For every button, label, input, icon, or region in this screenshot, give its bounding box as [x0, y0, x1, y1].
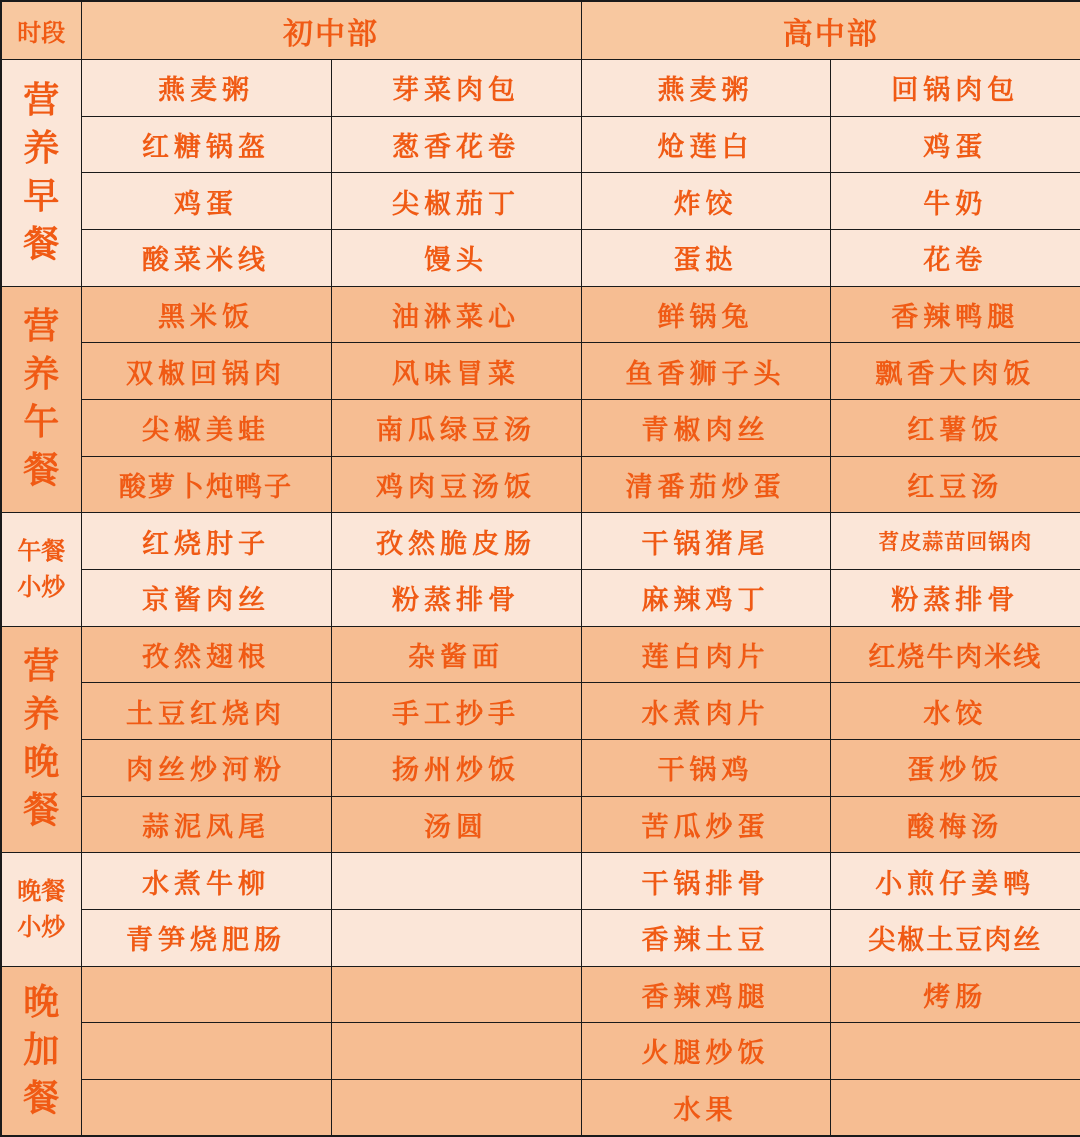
dish-cell: 油淋菜心: [331, 286, 581, 343]
meal-period-char: 餐: [23, 1077, 60, 1119]
dish-cell: 水煮牛柳: [81, 853, 331, 910]
meal-period-char: 营: [23, 646, 60, 688]
menu-row: [1, 286, 1080, 343]
dish-cell: 麻辣鸡丁: [581, 569, 830, 626]
dish-cell: 干锅排骨: [581, 853, 830, 910]
dish-cell: 鸡蛋: [81, 173, 331, 230]
dish-cell: 土豆红烧肉: [81, 683, 331, 740]
dish-cell: 蛋炒饭: [830, 739, 1080, 796]
empty-cell: [81, 1079, 331, 1136]
dish-cell: 尖椒美蛙: [81, 399, 331, 456]
meal-period-char: 晚: [23, 742, 60, 784]
dish-cell: 青笋烧肥肠: [81, 909, 331, 966]
dish-cell: 葱香花卷: [331, 116, 581, 173]
dish-cell: 干锅鸡: [581, 739, 830, 796]
empty-cell: [331, 853, 581, 910]
meal-period-char: 餐: [23, 790, 60, 832]
meal-period-char: 营: [23, 306, 60, 348]
meal-period-char: 餐: [23, 223, 60, 265]
dish-cell: 酸菜米线: [81, 229, 331, 286]
dish-cell: 手工抄手: [331, 683, 581, 740]
meal-period-label: [1, 626, 81, 853]
menu-row: [1, 796, 1080, 853]
menu-row: [1, 683, 1080, 740]
menu-row: [1, 966, 1080, 1023]
dish-cell: 炸饺: [581, 173, 830, 230]
dish-cell: 鸡肉豆汤饭: [331, 456, 581, 513]
dish-cell: 烤肠: [830, 966, 1080, 1023]
dish-cell: 汤圆: [331, 796, 581, 853]
dish-cell: 莲白肉片: [581, 626, 830, 683]
dish-cell: 红豆汤: [830, 456, 1080, 513]
dish-cell: 清番茄炒蛋: [581, 456, 830, 513]
dish-cell: 京酱肉丝: [81, 569, 331, 626]
menu-row: [1, 399, 1080, 456]
dish-cell: 鲜锅兔: [581, 286, 830, 343]
menu-row: [1, 229, 1080, 286]
menu-row: [1, 1023, 1080, 1080]
dish-cell: 水煮肉片: [581, 683, 830, 740]
menu-row: [1, 909, 1080, 966]
menu-body: [1, 60, 1080, 1137]
dish-cell: 炝莲白: [581, 116, 830, 173]
empty-cell: [331, 1079, 581, 1136]
dish-cell: 回锅肉包: [830, 60, 1080, 117]
senior-section-header: 高中部: [581, 1, 1080, 60]
dish-cell: 香辣鸭腿: [830, 286, 1080, 343]
dish-cell: 飘香大肉饭: [830, 343, 1080, 400]
dish-cell: 双椒回锅肉: [81, 343, 331, 400]
meal-period-char: 营: [23, 79, 60, 121]
menu-row: [1, 569, 1080, 626]
dish-cell: 苦瓜炒蛋: [581, 796, 830, 853]
dish-cell: 小煎仔姜鸭: [830, 853, 1080, 910]
dish-cell: 扬州炒饭: [331, 739, 581, 796]
menu-row: [1, 1079, 1080, 1136]
meal-period-label: [1, 286, 81, 513]
empty-cell: [830, 1079, 1080, 1136]
meal-period-line: 小炒: [17, 573, 66, 602]
dish-cell: 馒头: [331, 229, 581, 286]
meal-period-char: 养: [23, 127, 60, 169]
empty-cell: [331, 909, 581, 966]
meal-period-char: 午: [23, 402, 60, 444]
dish-cell: 红糖锅盔: [81, 116, 331, 173]
meal-period-char: 养: [23, 694, 60, 736]
menu-row: [1, 173, 1080, 230]
menu-row: [1, 739, 1080, 796]
meal-period-line: 午餐: [17, 537, 66, 566]
menu-row: [1, 116, 1080, 173]
dish-cell: 蒜泥凤尾: [81, 796, 331, 853]
dish-cell: 南瓜绿豆汤: [331, 399, 581, 456]
dish-cell: 红烧肘子: [81, 513, 331, 570]
dish-cell: 苕皮蒜苗回锅肉: [830, 513, 1080, 570]
dish-cell: 青椒肉丝: [581, 399, 830, 456]
dish-cell: 粉蒸排骨: [830, 569, 1080, 626]
dish-cell: 水果: [581, 1079, 830, 1136]
empty-cell: [331, 1023, 581, 1080]
time-column-header: 时段: [1, 1, 81, 60]
dish-cell: 尖椒茄丁: [331, 173, 581, 230]
meal-period-char: 早: [23, 175, 60, 217]
menu-row: [1, 853, 1080, 910]
meal-period-label: [1, 513, 81, 626]
menu-row: [1, 626, 1080, 683]
dish-cell: 粉蒸排骨: [331, 569, 581, 626]
meal-period-char: 加: [23, 1029, 60, 1071]
header-row: [1, 1, 1080, 60]
dish-cell: 芽菜肉包: [331, 60, 581, 117]
dish-cell: 风味冒菜: [331, 343, 581, 400]
dish-cell: 水饺: [830, 683, 1080, 740]
menu-row: [1, 60, 1080, 117]
dish-cell: 火腿炒饭: [581, 1023, 830, 1080]
dish-cell: 肉丝炒河粉: [81, 739, 331, 796]
dish-cell: 香辣土豆: [581, 909, 830, 966]
meal-period-line: 小炒: [17, 913, 66, 942]
menu-row: [1, 456, 1080, 513]
dish-cell: 红薯饭: [830, 399, 1080, 456]
dish-cell: 尖椒土豆肉丝: [830, 909, 1080, 966]
dish-cell: 鸡蛋: [830, 116, 1080, 173]
empty-cell: [81, 1023, 331, 1080]
dish-cell: 燕麦粥: [581, 60, 830, 117]
dish-cell: 花卷: [830, 229, 1080, 286]
empty-cell: [81, 966, 331, 1023]
dish-cell: 孜然翅根: [81, 626, 331, 683]
dish-cell: 蛋挞: [581, 229, 830, 286]
dish-cell: 香辣鸡腿: [581, 966, 830, 1023]
meal-period-char: 餐: [23, 450, 60, 492]
dish-cell: 牛奶: [830, 173, 1080, 230]
dish-cell: 酸萝卜炖鸭子: [81, 456, 331, 513]
empty-cell: [331, 966, 581, 1023]
menu-row: [1, 343, 1080, 400]
meal-period-label: [1, 60, 81, 287]
dish-cell: 鱼香狮子头: [581, 343, 830, 400]
dish-cell: 红烧牛肉米线: [830, 626, 1080, 683]
dish-cell: 酸梅汤: [830, 796, 1080, 853]
empty-cell: [830, 1023, 1080, 1080]
junior-section-header: 初中部: [81, 1, 581, 60]
meal-period-char: 养: [23, 354, 60, 396]
meal-period-line: 晚餐: [17, 877, 66, 906]
dish-cell: 干锅猪尾: [581, 513, 830, 570]
dish-cell: 燕麦粥: [81, 60, 331, 117]
meal-period-label: [1, 853, 81, 966]
dish-cell: 杂酱面: [331, 626, 581, 683]
menu-row: [1, 513, 1080, 570]
dish-cell: 孜然脆皮肠: [331, 513, 581, 570]
meal-period-label: [1, 966, 81, 1136]
meal-period-char: 晚: [23, 981, 60, 1023]
dish-cell: 黑米饭: [81, 286, 331, 343]
